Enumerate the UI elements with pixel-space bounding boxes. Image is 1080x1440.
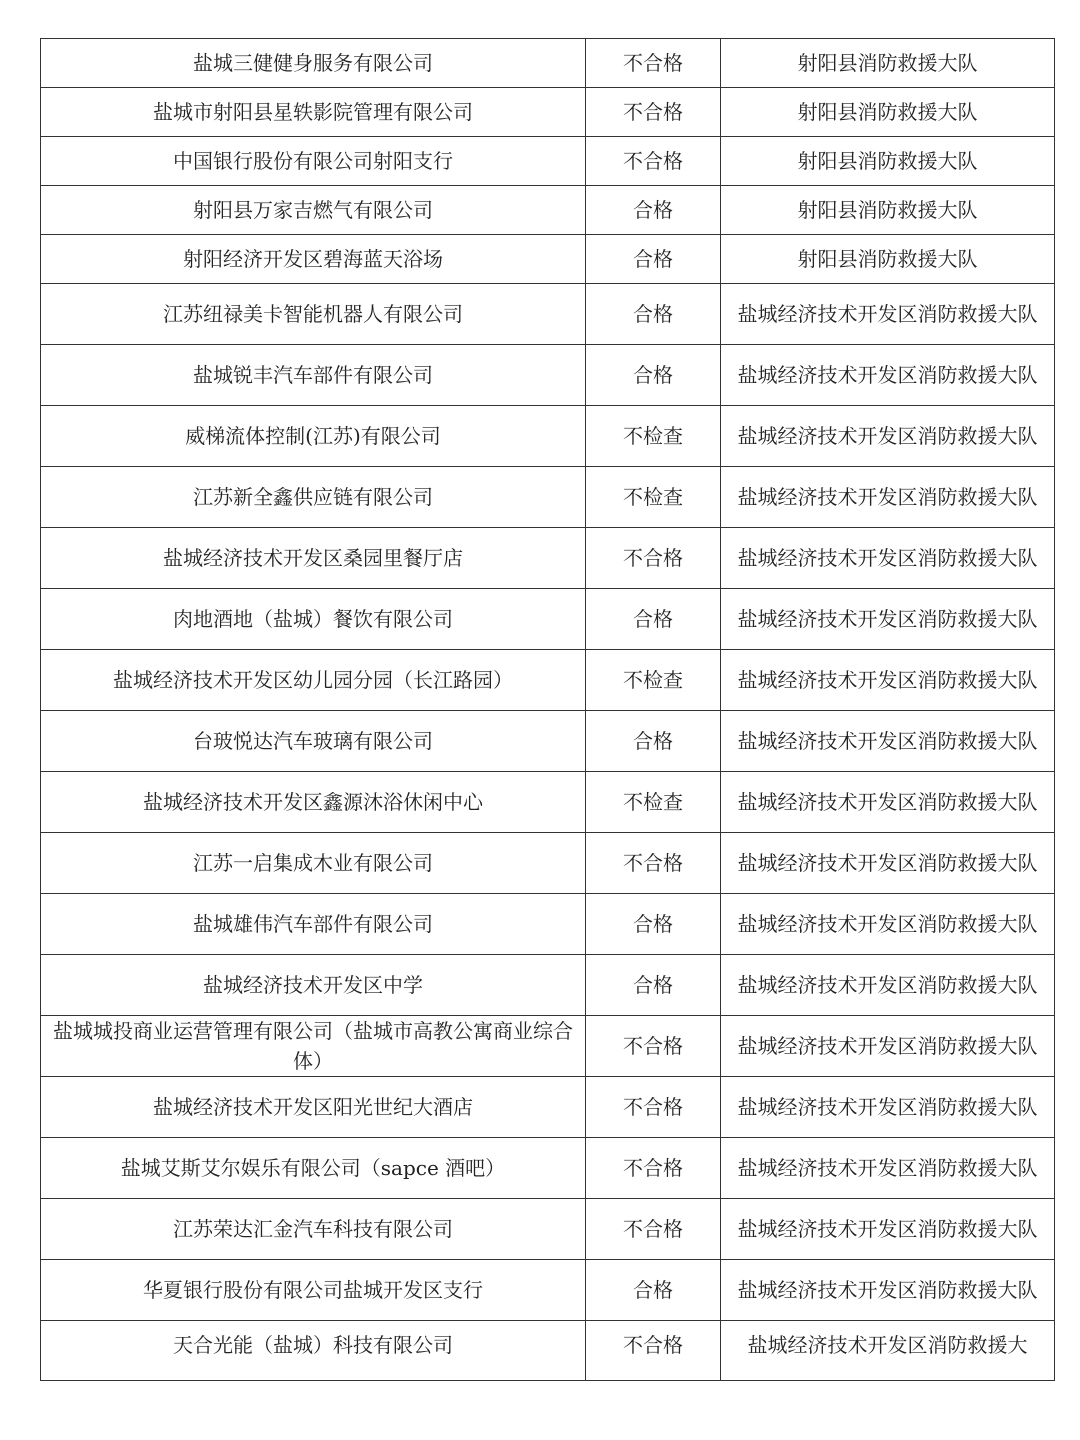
- table-row: [41, 833, 1055, 894]
- table-row: [41, 589, 1055, 650]
- company-name-cell: 江苏新全鑫供应链有限公司: [41, 467, 586, 528]
- inspection-table: [40, 38, 1055, 1381]
- unit-cell: 盐城经济技术开发区消防救援大队: [721, 284, 1055, 345]
- company-name-cell: 盐城经济技术开发区中学: [41, 955, 586, 1016]
- unit-cell: 盐城经济技术开发区消防救援大队: [721, 589, 1055, 650]
- unit-cell: 射阳县消防救援大队: [721, 39, 1055, 88]
- company-name-cell: 盐城经济技术开发区阳光世纪大酒店: [41, 1077, 586, 1138]
- company-name-cell: 盐城经济技术开发区幼儿园分园（长江路园）: [41, 650, 586, 711]
- result-cell: 合格: [586, 1260, 721, 1321]
- result-cell: 合格: [586, 894, 721, 955]
- table-row: [41, 345, 1055, 406]
- unit-cell: 盐城经济技术开发区消防救援大队: [721, 894, 1055, 955]
- unit-cell: 盐城经济技术开发区消防救援大队: [721, 772, 1055, 833]
- company-name-cell: 盐城城投商业运营管理有限公司（盐城市高教公寓商业综合体）: [41, 1016, 586, 1077]
- result-cell: 合格: [586, 345, 721, 406]
- unit-cell: 盐城经济技术开发区消防救援大队: [721, 955, 1055, 1016]
- unit-cell: 盐城经济技术开发区消防救援大队: [721, 1077, 1055, 1138]
- unit-cell: 盐城经济技术开发区消防救援大队: [721, 833, 1055, 894]
- company-name-cell: 盐城艾斯艾尔娱乐有限公司（sapce 酒吧）: [41, 1138, 586, 1199]
- unit-cell: 射阳县消防救援大队: [721, 88, 1055, 137]
- company-name-cell: 江苏一启集成木业有限公司: [41, 833, 586, 894]
- result-cell: 不合格: [586, 39, 721, 88]
- table-row: [41, 1321, 1055, 1381]
- company-name-cell: 江苏纽禄美卡智能机器人有限公司: [41, 284, 586, 345]
- result-cell: 不合格: [586, 1016, 721, 1077]
- company-name-cell: 射阳经济开发区碧海蓝天浴场: [41, 235, 586, 284]
- result-cell: 不合格: [586, 88, 721, 137]
- result-cell: 不检查: [586, 406, 721, 467]
- result-cell: 不检查: [586, 650, 721, 711]
- company-name-cell: 盐城经济技术开发区鑫源沐浴休闲中心: [41, 772, 586, 833]
- result-cell: 合格: [586, 711, 721, 772]
- unit-cell: 盐城经济技术开发区消防救援大队: [721, 650, 1055, 711]
- company-name-cell: 江苏荣达汇金汽车科技有限公司: [41, 1199, 586, 1260]
- table-row: [41, 894, 1055, 955]
- unit-cell: 盐城经济技术开发区消防救援大队: [721, 467, 1055, 528]
- table-row: [41, 467, 1055, 528]
- result-cell: 不检查: [586, 467, 721, 528]
- company-name-cell: 天合光能（盐城）科技有限公司: [41, 1321, 586, 1381]
- result-cell: 不合格: [586, 528, 721, 589]
- table-row: [41, 1016, 1055, 1077]
- unit-cell: 盐城经济技术开发区消防救援大队: [721, 406, 1055, 467]
- result-cell: 不合格: [586, 1077, 721, 1138]
- result-cell: 不检查: [586, 772, 721, 833]
- table-row: [41, 1077, 1055, 1138]
- table-row: [41, 235, 1055, 284]
- company-name-cell: 威梯流体控制(江苏)有限公司: [41, 406, 586, 467]
- unit-cell: 盐城经济技术开发区消防救援大: [721, 1321, 1055, 1381]
- table-row: [41, 406, 1055, 467]
- company-name-cell: 射阳县万家吉燃气有限公司: [41, 186, 586, 235]
- result-cell: 合格: [586, 235, 721, 284]
- inspection-table-body: [41, 39, 1055, 1381]
- result-cell: 合格: [586, 186, 721, 235]
- company-name-cell: 盐城雄伟汽车部件有限公司: [41, 894, 586, 955]
- company-name-cell: 盐城锐丰汽车部件有限公司: [41, 345, 586, 406]
- table-row: [41, 955, 1055, 1016]
- table-row: [41, 711, 1055, 772]
- result-cell: 合格: [586, 284, 721, 345]
- result-cell: 不合格: [586, 833, 721, 894]
- company-name-cell: 华夏银行股份有限公司盐城开发区支行: [41, 1260, 586, 1321]
- table-row: [41, 772, 1055, 833]
- table-row: [41, 88, 1055, 137]
- table-row: [41, 1260, 1055, 1321]
- unit-cell: 盐城经济技术开发区消防救援大队: [721, 345, 1055, 406]
- table-row: [41, 39, 1055, 88]
- table-row: [41, 284, 1055, 345]
- company-name-cell: 中国银行股份有限公司射阳支行: [41, 137, 586, 186]
- result-cell: 不合格: [586, 1199, 721, 1260]
- table-row: [41, 1199, 1055, 1260]
- unit-cell: 盐城经济技术开发区消防救援大队: [721, 1138, 1055, 1199]
- table-row: [41, 1138, 1055, 1199]
- unit-cell: 盐城经济技术开发区消防救援大队: [721, 1016, 1055, 1077]
- table-row: [41, 186, 1055, 235]
- result-cell: 合格: [586, 589, 721, 650]
- unit-cell: 盐城经济技术开发区消防救援大队: [721, 1199, 1055, 1260]
- result-cell: 不合格: [586, 1138, 721, 1199]
- company-name-cell: 盐城三健健身服务有限公司: [41, 39, 586, 88]
- table-row: [41, 528, 1055, 589]
- unit-cell: 盐城经济技术开发区消防救援大队: [721, 528, 1055, 589]
- company-name-cell: 盐城市射阳县星轶影院管理有限公司: [41, 88, 586, 137]
- company-name-cell: 肉地酒地（盐城）餐饮有限公司: [41, 589, 586, 650]
- result-cell: 不合格: [586, 1321, 721, 1381]
- result-cell: 不合格: [586, 137, 721, 186]
- unit-cell: 盐城经济技术开发区消防救援大队: [721, 711, 1055, 772]
- company-name-cell: 台玻悦达汽车玻璃有限公司: [41, 711, 586, 772]
- company-name-cell: 盐城经济技术开发区桑园里餐厅店: [41, 528, 586, 589]
- unit-cell: 射阳县消防救援大队: [721, 235, 1055, 284]
- unit-cell: 射阳县消防救援大队: [721, 186, 1055, 235]
- unit-cell: 射阳县消防救援大队: [721, 137, 1055, 186]
- result-cell: 合格: [586, 955, 721, 1016]
- table-row: [41, 650, 1055, 711]
- unit-cell: 盐城经济技术开发区消防救援大队: [721, 1260, 1055, 1321]
- table-row: [41, 137, 1055, 186]
